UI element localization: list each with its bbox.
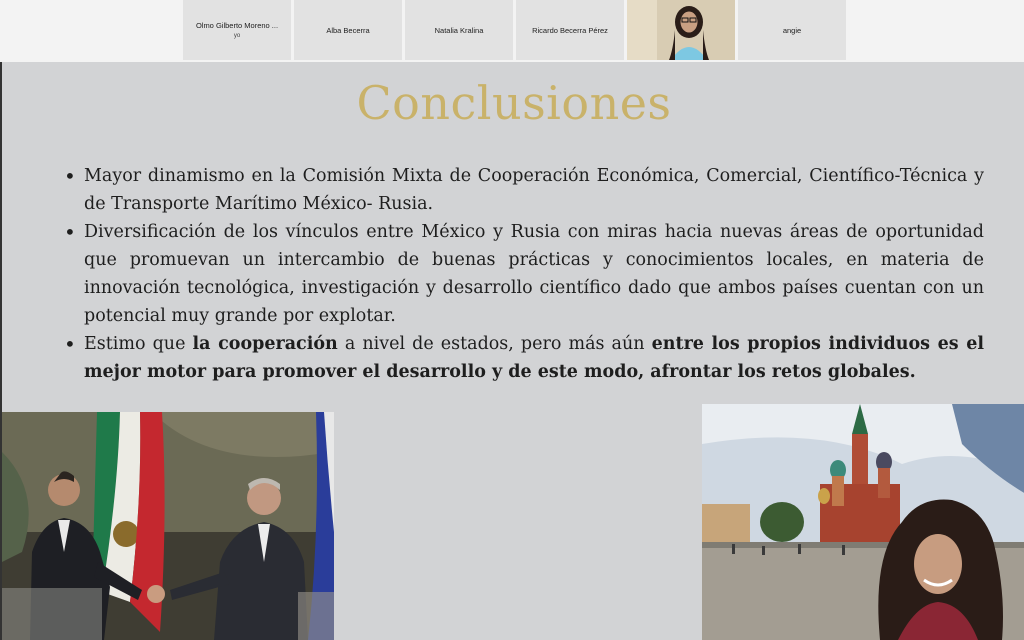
bullet-text: Mayor dinamismo en la Comisión Mixta de Cooperación Económica, Comercial, Científico-Técnica y de Transporte Marítimo México- Rusia. [84,166,984,214]
bullet-item [62,162,984,218]
handshake-photo [2,412,334,640]
bullet-text: a nivel de estados, pero más aún [337,334,652,354]
bullet-list [62,162,984,386]
bullet-bold-text: la cooperación [192,334,338,354]
participant-tile[interactable] [738,0,846,60]
handshake-illustration [2,412,334,640]
bullet-item [62,218,984,330]
participant-self-label: yo [233,33,241,39]
bullet-item [62,330,984,386]
participant-tile[interactable] [294,0,402,60]
shared-slide [0,62,1024,640]
participant-video-tile[interactable] [627,0,735,60]
participant-video [627,0,735,60]
bullet-text: Diversificación de los vínculos entre México y Rusia con miras hacia nuevas áreas de oportunidad que promuevan un intercambio de buenas prácticas y conocimientos locales, en materia de innovación tecnológica, investigación y desarrollo científico dado que ambos países cuentan con un potencial muy grande por explotar. [84,222,984,326]
bullet-bold-text: entre los propios individuos es el mejor motor para promover el desarrollo y de este modo, afrontar los retos globales. [84,334,985,382]
bullet-text: Estimo que [84,334,193,354]
participant-name: Ricardo Becerra Pérez [532,25,608,35]
participant-name: Natalia Kralina [434,25,484,35]
participant-tile[interactable] [516,0,624,60]
participant-name: Olmo Gilberto Moreno ... [195,21,279,30]
participant-tile[interactable] [183,0,291,60]
slide-title: Conclusiones [356,76,672,130]
participant-tile[interactable] [405,0,513,60]
participant-name: angie [782,25,802,35]
cathedral-illustration [702,404,1024,640]
participant-strip [0,0,1024,62]
participant-name: Alba Becerra [326,25,370,35]
cathedral-photo [702,404,1024,640]
